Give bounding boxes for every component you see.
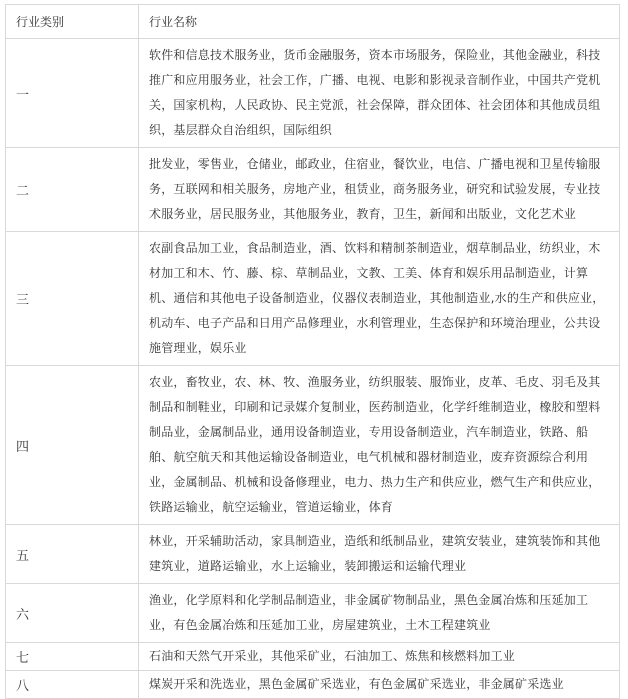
table-row (6, 584, 620, 643)
industry-names-cell: 批发业，零售业，仓储业，邮政业，住宿业，餐饮业，电信、广播电视和卫星传输服务，互联网和相关服务，房地产业，租赁业，商务服务业，研究和试验发展，专业技术服务业，居民服务业，其他服务业，教育，卫生，新闻和出版业，文化艺术业 (139, 148, 620, 232)
category-cell: 四 (6, 366, 139, 525)
header-name: 行业名称 (139, 5, 620, 39)
table-row (6, 366, 620, 525)
table-row (6, 232, 620, 366)
category-cell: 五 (6, 525, 139, 584)
table-row (6, 643, 620, 671)
category-cell: 二 (6, 148, 139, 232)
industry-names-cell: 石油和天然气开采业，其他采矿业，石油加工、炼焦和核燃料加工业 (139, 643, 620, 671)
industry-names-cell: 软件和信息技术服务业，货币金融服务，资本市场服务，保险业，其他金融业，科技推广和应用服务业，社会工作，广播、电视、电影和影视录音制作业，中国共产党机关，国家机构，人民政协、民主党派，社会保障，群众团体、社会团体和其他成员组织，基层群众自治组织，国际组织 (139, 39, 620, 148)
industry-names-cell: 农业，畜牧业，农、林、牧、渔服务业，纺织服装、服饰业，皮革、毛皮、羽毛及其制品和制鞋业，印刷和记录媒介复制业，医药制造业，化学纤维制造业，橡胶和塑料制品业，金属制品业，通用设备制造业，专用设备制造业，汽车制造业，铁路、船舶、航空航天和其他运输设备制造业，电气机械和器材制造业，废弃资源综合利用业，金属制品、机械和设备修理业，电力、热力生产和供应业，燃气生产和供应业，铁路运输业，航空运输业，管道运输业，体育 (139, 366, 620, 525)
category-cell: 六 (6, 584, 139, 643)
table-row (6, 671, 620, 699)
table-header-row (6, 5, 620, 39)
industry-names-cell: 煤炭开采和洗选业，黑色金属矿采选业，有色金属矿采选业，非金属矿采选业 (139, 671, 620, 699)
category-cell: 三 (6, 232, 139, 366)
header-category: 行业类别 (6, 5, 139, 39)
table-row (6, 148, 620, 232)
industry-names-cell: 农副食品加工业，食品制造业，酒、饮料和精制茶制造业，烟草制品业，纺织业，木材加工和木、竹、藤、棕、草制品业，文教、工美、体育和娱乐用品制造业，计算机、通信和其他电子设备制造业，仪器仪表制造业，其他制造业,水的生产和供应业，机动车、电子产品和日用产品修理业，水利管理业，生态保护和环境治理业，公共设施管理业，娱乐业 (139, 232, 620, 366)
industry-names-cell: 林业，开采辅助活动，家具制造业，造纸和纸制品业，建筑安装业，建筑装饰和其他建筑业，道路运输业，水上运输业，装卸搬运和运输代理业 (139, 525, 620, 584)
table-row (6, 39, 620, 148)
category-cell: 一 (6, 39, 139, 148)
table-row (6, 525, 620, 584)
category-cell: 八 (6, 671, 139, 699)
industry-names-cell: 渔业，化学原料和化学制品制造业，非金属矿物制品业，黑色金属冶炼和压延加工业，有色金属冶炼和压延加工业，房屋建筑业，土木工程建筑业 (139, 584, 620, 643)
industry-category-table (5, 4, 620, 699)
category-cell: 七 (6, 643, 139, 671)
